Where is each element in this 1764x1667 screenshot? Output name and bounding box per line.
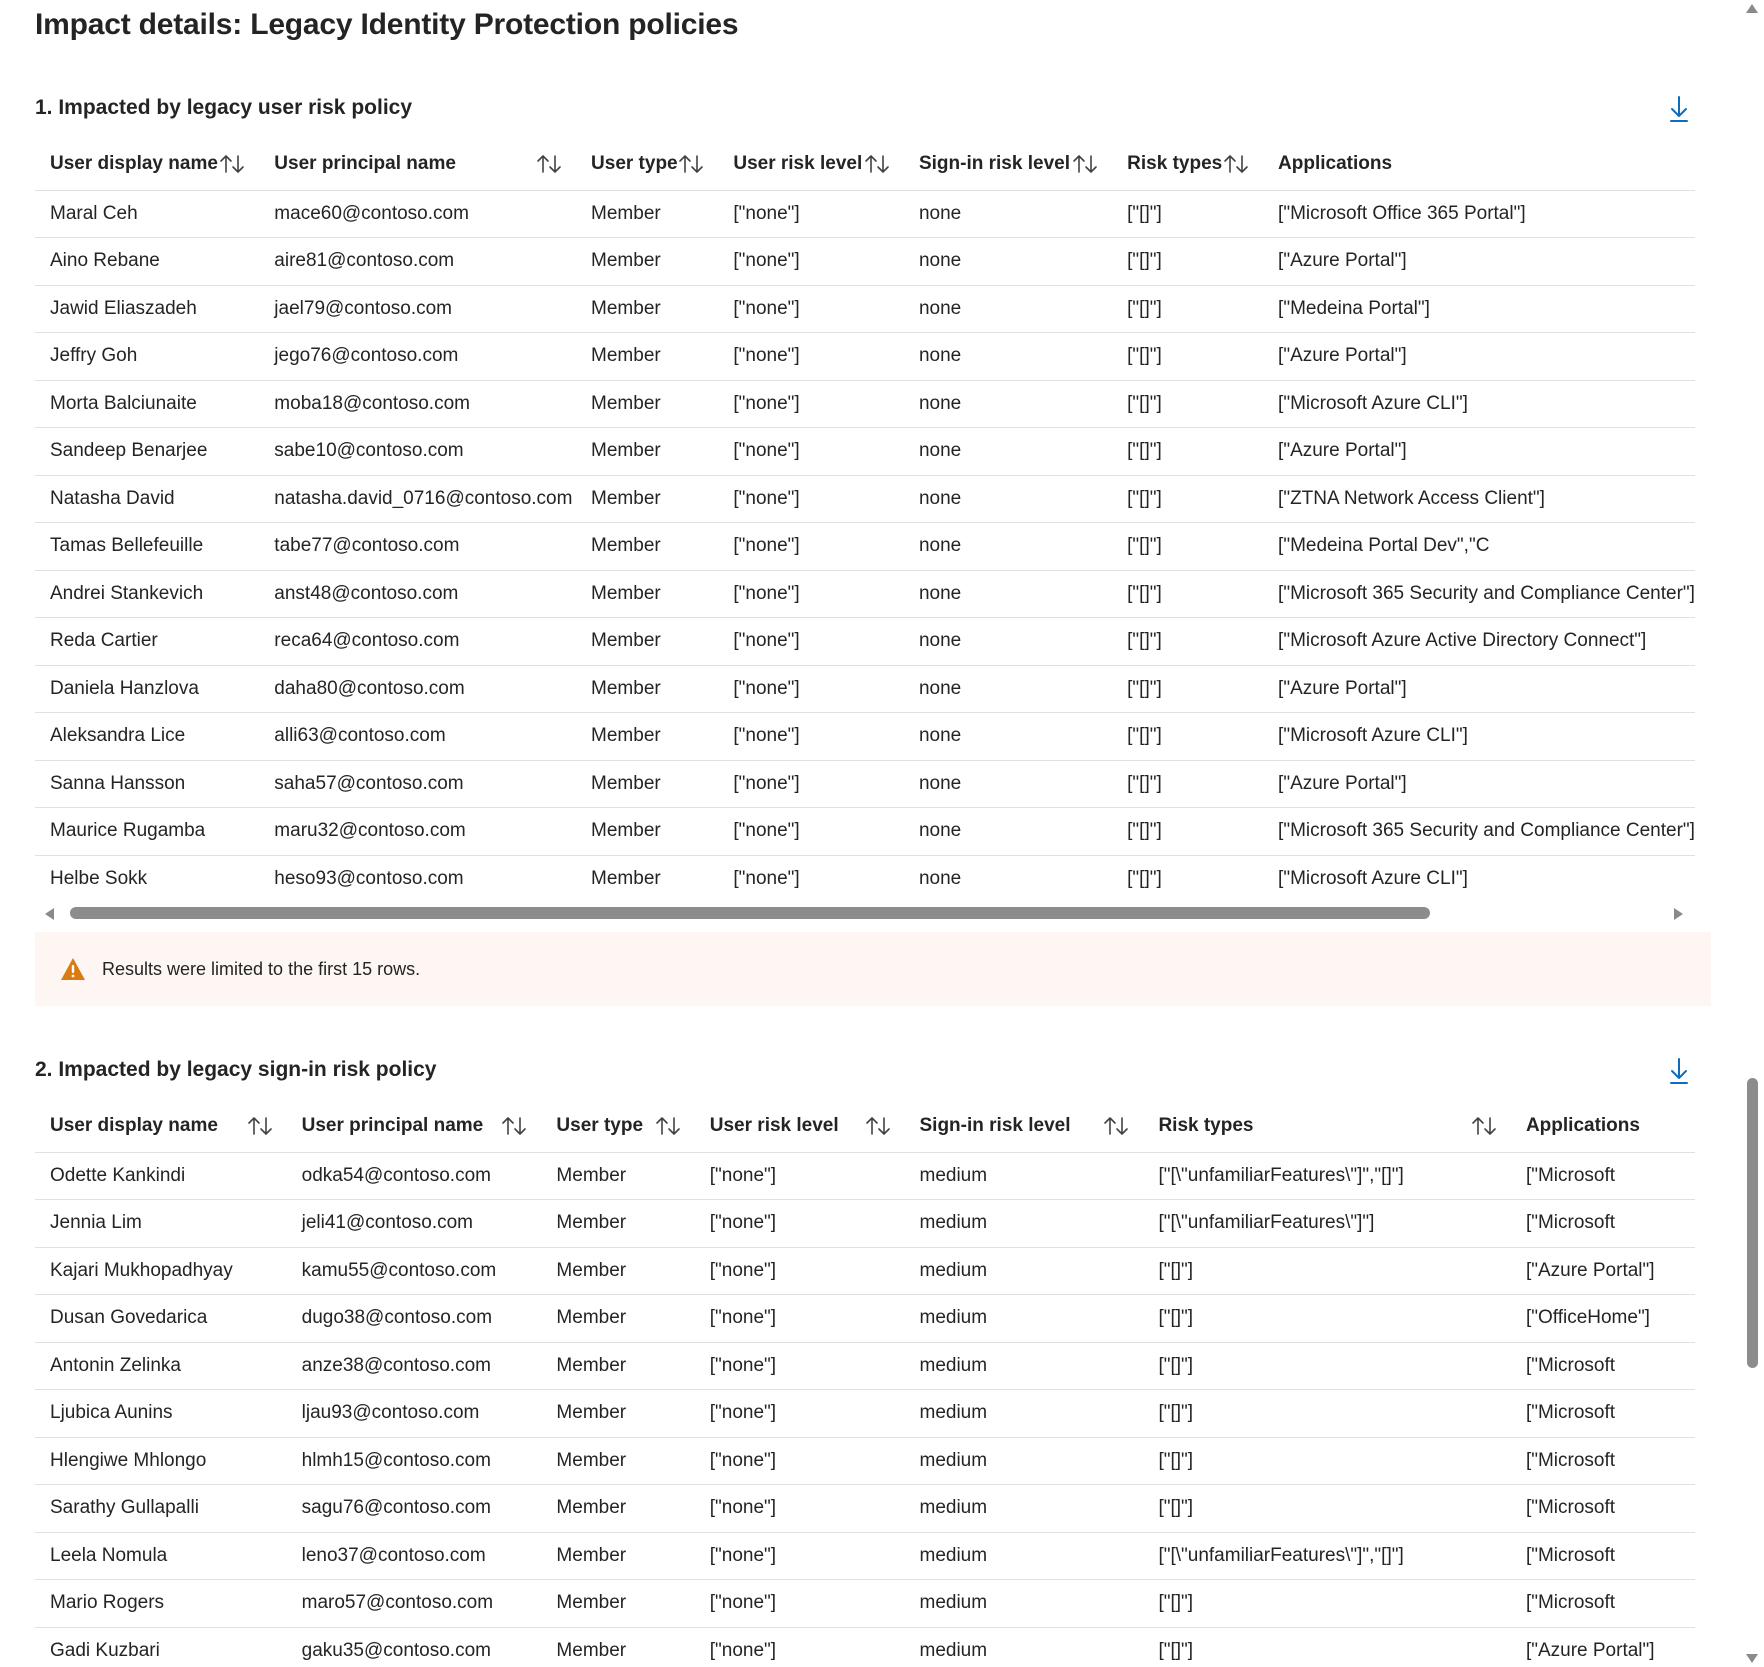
cell-sign-in-risk: medium [905, 1437, 1144, 1485]
cell-applications: ["Microsoft 365 Security and Compliance Center"] [1263, 570, 1695, 618]
cell-risk-types: ["[]"] [1143, 1485, 1511, 1533]
cell-user-risk: ["none"] [695, 1152, 905, 1200]
table-row[interactable] [35, 760, 1695, 808]
cell-user-type: Member [541, 1152, 694, 1200]
cell-display-name: Jennia Lim [35, 1200, 287, 1248]
download-icon[interactable] [1668, 94, 1690, 124]
cell-user-risk: ["none"] [695, 1485, 905, 1533]
cell-user-type: Member [576, 665, 718, 713]
cell-user-risk: ["none"] [718, 523, 904, 571]
section-title-sign-in-risk: 2. Impacted by legacy sign-in risk policy [35, 1058, 437, 1081]
cell-display-name: Reda Cartier [35, 618, 259, 666]
column-header-label: Applications [1278, 152, 1393, 174]
table-row[interactable] [35, 333, 1695, 381]
cell-risk-types: ["[]"] [1112, 380, 1263, 428]
column-header-label: User risk level [733, 152, 863, 174]
cell-principal-name: moba18@contoso.com [259, 380, 576, 428]
cell-applications: ["Microsoft 365 Security and Compliance Center"] [1263, 808, 1695, 856]
cell-principal-name: mace60@contoso.com [259, 190, 576, 238]
column-header-applications[interactable] [1511, 1100, 1695, 1152]
vertical-scrollbar[interactable] [1740, 0, 1764, 1667]
section-title-user-risk: 1. Impacted by legacy user risk policy [35, 96, 413, 119]
cell-user-risk: ["none"] [718, 855, 904, 902]
cell-display-name: Maurice Rugamba [35, 808, 259, 856]
column-header-label: User display name [50, 1114, 218, 1136]
cell-user-type: Member [576, 428, 718, 476]
cell-risk-types: ["[]"] [1112, 760, 1263, 808]
column-header-user-display-name[interactable] [35, 1100, 287, 1152]
cell-sign-in-risk: none [904, 665, 1112, 713]
cell-applications: ["Microsoft [1511, 1342, 1695, 1390]
sort-icon[interactable] [864, 153, 890, 175]
horizontal-scrollbar[interactable] [35, 902, 1695, 924]
cell-user-type: Member [541, 1247, 694, 1295]
cell-user-type: Member [576, 570, 718, 618]
sort-icon[interactable] [536, 153, 562, 175]
cell-user-type: Member [576, 333, 718, 381]
cell-sign-in-risk: none [904, 760, 1112, 808]
cell-applications: ["OfficeHome"] [1511, 1295, 1695, 1343]
cell-user-risk: ["none"] [718, 713, 904, 761]
table-row[interactable] [35, 1485, 1695, 1533]
cell-applications: ["Microsoft Azure CLI"] [1263, 380, 1695, 428]
cell-sign-in-risk: medium [905, 1295, 1144, 1343]
cell-applications: ["Microsoft [1511, 1532, 1695, 1580]
cell-risk-types: ["[]"] [1143, 1247, 1511, 1295]
sign-in-risk-grid [35, 1100, 1695, 1667]
column-header-label: User type [591, 152, 678, 174]
cell-user-type: Member [541, 1390, 694, 1438]
cell-sign-in-risk: none [904, 475, 1112, 523]
table-header-row [35, 1100, 1695, 1152]
cell-sign-in-risk: none [904, 428, 1112, 476]
cell-applications: ["Azure Portal"] [1511, 1247, 1695, 1295]
column-header-label: User risk level [709, 1114, 839, 1136]
cell-user-type: Member [541, 1437, 694, 1485]
cell-user-risk: ["none"] [695, 1580, 905, 1628]
table-row[interactable] [35, 475, 1695, 523]
column-header-label: Risk types [1158, 1114, 1254, 1136]
cell-user-risk: ["none"] [695, 1295, 905, 1343]
table-row[interactable] [35, 285, 1695, 333]
cell-user-risk: ["none"] [718, 333, 904, 381]
table-row[interactable] [35, 665, 1695, 713]
table-row[interactable] [35, 1627, 1695, 1667]
cell-risk-types: ["[]"] [1112, 665, 1263, 713]
cell-user-type: Member [576, 523, 718, 571]
cell-display-name: Antonin Zelinka [35, 1342, 287, 1390]
cell-user-type: Member [541, 1580, 694, 1628]
cell-applications: ["Microsoft Office 365 Portal"] [1263, 190, 1695, 238]
cell-sign-in-risk: none [904, 380, 1112, 428]
cell-user-risk: ["none"] [718, 808, 904, 856]
cell-display-name: Maral Ceh [35, 190, 259, 238]
cell-applications: ["Azure Portal"] [1263, 428, 1695, 476]
cell-risk-types: ["[]"] [1143, 1437, 1511, 1485]
cell-applications: ["Microsoft [1511, 1390, 1695, 1438]
sort-icon[interactable] [678, 153, 704, 175]
table-row[interactable] [35, 808, 1695, 856]
column-header-risk-types[interactable] [1143, 1100, 1511, 1152]
cell-applications: ["Azure Portal"] [1263, 333, 1695, 381]
cell-sign-in-risk: medium [905, 1485, 1144, 1533]
cell-sign-in-risk: none [904, 523, 1112, 571]
cell-applications: ["Medeina Portal"] [1263, 285, 1695, 333]
column-header-label: Applications [1525, 1114, 1640, 1136]
cell-user-type: Member [576, 285, 718, 333]
table-row[interactable] [35, 428, 1695, 476]
sort-icon[interactable] [247, 1115, 273, 1137]
cell-principal-name: anst48@contoso.com [259, 570, 576, 618]
cell-risk-types: ["[]"] [1112, 475, 1263, 523]
scrollbar-thumb[interactable] [70, 907, 1430, 919]
cell-user-type: Member [576, 380, 718, 428]
table-row[interactable] [35, 523, 1695, 571]
cell-display-name: Morta Balciunaite [35, 380, 259, 428]
cell-user-type: Member [541, 1532, 694, 1580]
table-row[interactable] [35, 1532, 1695, 1580]
sort-icon[interactable] [501, 1115, 527, 1137]
scroll-up-icon[interactable] [1746, 4, 1758, 13]
column-header-user-principal-name[interactable] [287, 1100, 542, 1152]
table-row[interactable] [35, 238, 1695, 286]
column-header-applications[interactable] [1263, 138, 1695, 190]
sort-icon[interactable] [655, 1115, 681, 1137]
cell-display-name: Leela Nomula [35, 1532, 287, 1580]
scroll-left-icon[interactable] [45, 908, 54, 920]
cell-sign-in-risk: none [904, 713, 1112, 761]
cell-applications: ["ZTNA Network Access Client"] [1263, 475, 1695, 523]
results-limited-warning [35, 932, 1711, 1006]
cell-display-name: Ljubica Aunins [35, 1390, 287, 1438]
cell-principal-name: hlmh15@contoso.com [287, 1437, 542, 1485]
table-row[interactable] [35, 1152, 1695, 1200]
cell-display-name: Hlengiwe Mhlongo [35, 1437, 287, 1485]
column-header-label: User principal name [301, 1114, 484, 1136]
scrollbar-thumb[interactable] [1747, 1078, 1758, 1368]
cell-display-name: Natasha David [35, 475, 259, 523]
cell-display-name: Aino Rebane [35, 238, 259, 286]
scroll-down-icon[interactable] [1746, 1654, 1758, 1663]
cell-user-type: Member [576, 190, 718, 238]
cell-risk-types: ["[]"] [1112, 855, 1263, 902]
cell-principal-name: anze38@contoso.com [287, 1342, 542, 1390]
column-header-user-display-name[interactable] [35, 138, 259, 190]
column-header-user-type[interactable] [541, 1100, 694, 1152]
cell-display-name: Sandeep Benarjee [35, 428, 259, 476]
column-header-user-risk-level[interactable] [695, 1100, 905, 1152]
cell-principal-name: jeli41@contoso.com [287, 1200, 542, 1248]
cell-sign-in-risk: none [904, 238, 1112, 286]
sort-icon[interactable] [1072, 153, 1098, 175]
cell-principal-name: gaku35@contoso.com [287, 1627, 542, 1667]
cell-user-risk: ["none"] [695, 1200, 905, 1248]
table-row[interactable] [35, 570, 1695, 618]
column-header-label: Sign-in risk level [918, 152, 1070, 174]
table-row[interactable] [35, 1390, 1695, 1438]
sort-icon[interactable] [865, 1115, 891, 1137]
cell-risk-types: ["[]"] [1143, 1342, 1511, 1390]
cell-risk-types: ["[]"] [1112, 713, 1263, 761]
cell-user-risk: ["none"] [718, 760, 904, 808]
cell-sign-in-risk: medium [905, 1532, 1144, 1580]
cell-user-type: Member [576, 475, 718, 523]
cell-principal-name: natasha.david_0716@contoso.com [259, 475, 576, 523]
cell-sign-in-risk: none [904, 190, 1112, 238]
scroll-right-icon[interactable] [1674, 908, 1683, 920]
cell-display-name: Jawid Eliaszadeh [35, 285, 259, 333]
cell-applications: ["Microsoft Azure CLI"] [1263, 713, 1695, 761]
cell-principal-name: odka54@contoso.com [287, 1152, 542, 1200]
cell-user-type: Member [541, 1295, 694, 1343]
warning-icon [60, 957, 86, 981]
cell-risk-types: ["[]"] [1112, 618, 1263, 666]
cell-display-name: Dusan Govedarica [35, 1295, 287, 1343]
table-row[interactable] [35, 1247, 1695, 1295]
cell-sign-in-risk: medium [905, 1580, 1144, 1628]
column-header-user-principal-name[interactable] [259, 138, 576, 190]
cell-risk-types: ["[]"] [1112, 285, 1263, 333]
table-row[interactable] [35, 855, 1695, 902]
cell-risk-types: ["[]"] [1112, 333, 1263, 381]
cell-risk-types: ["[]"] [1112, 238, 1263, 286]
cell-applications: ["Microsoft [1511, 1485, 1695, 1533]
cell-principal-name: daha80@contoso.com [259, 665, 576, 713]
cell-display-name: Sarathy Gullapalli [35, 1485, 287, 1533]
cell-display-name: Tamas Bellefeuille [35, 523, 259, 571]
table-row[interactable] [35, 713, 1695, 761]
cell-user-type: Member [576, 855, 718, 902]
cell-risk-types: ["[]"] [1143, 1627, 1511, 1667]
table-row[interactable] [35, 1342, 1695, 1390]
column-header-risk-types[interactable] [1112, 138, 1263, 190]
cell-display-name: Gadi Kuzbari [35, 1627, 287, 1667]
table-row[interactable] [35, 380, 1695, 428]
page-title: Impact details: Legacy Identity Protection policies [35, 8, 739, 41]
cell-applications: ["Azure Portal"] [1511, 1627, 1695, 1667]
cell-sign-in-risk: none [904, 808, 1112, 856]
table-row[interactable] [35, 1437, 1695, 1485]
cell-sign-in-risk: none [904, 855, 1112, 902]
cell-sign-in-risk: medium [905, 1627, 1144, 1667]
cell-user-type: Member [541, 1627, 694, 1667]
cell-sign-in-risk: none [904, 570, 1112, 618]
column-header-label: Risk types [1127, 152, 1223, 174]
cell-user-risk: ["none"] [718, 285, 904, 333]
cell-risk-types: ["[]"] [1112, 428, 1263, 476]
cell-display-name: Daniela Hanzlova [35, 665, 259, 713]
cell-sign-in-risk: medium [905, 1247, 1144, 1295]
cell-user-risk: ["none"] [718, 665, 904, 713]
table-row[interactable] [35, 1580, 1695, 1628]
cell-user-risk: ["none"] [718, 190, 904, 238]
cell-risk-types: ["[]"] [1112, 570, 1263, 618]
table-row[interactable] [35, 190, 1695, 238]
cell-sign-in-risk: none [904, 618, 1112, 666]
cell-user-risk: ["none"] [695, 1247, 905, 1295]
cell-risk-types: ["[]"] [1143, 1580, 1511, 1628]
cell-risk-types: ["[\"unfamiliarFeatures\"]"] [1143, 1200, 1511, 1248]
cell-user-risk: ["none"] [695, 1532, 905, 1580]
cell-display-name: Helbe Sokk [35, 855, 259, 902]
cell-risk-types: ["[]"] [1143, 1390, 1511, 1438]
cell-user-type: Member [576, 618, 718, 666]
cell-applications: ["Medeina Portal Dev","C [1263, 523, 1695, 571]
cell-user-risk: ["none"] [718, 618, 904, 666]
cell-principal-name: jael79@contoso.com [259, 285, 576, 333]
cell-display-name: Andrei Stankevich [35, 570, 259, 618]
cell-sign-in-risk: none [904, 285, 1112, 333]
table-row[interactable] [35, 1200, 1695, 1248]
column-header-label: User type [556, 1114, 644, 1136]
cell-user-type: Member [576, 238, 718, 286]
cell-user-type: Member [576, 808, 718, 856]
cell-user-type: Member [541, 1342, 694, 1390]
cell-applications: ["Microsoft Azure Active Directory Connect"] [1263, 618, 1695, 666]
cell-principal-name: saha57@contoso.com [259, 760, 576, 808]
cell-applications: ["Microsoft Azure CLI"] [1263, 855, 1695, 902]
column-header-label: User display name [50, 152, 218, 174]
cell-sign-in-risk: medium [905, 1390, 1144, 1438]
cell-display-name: Jeffry Goh [35, 333, 259, 381]
cell-sign-in-risk: medium [905, 1152, 1144, 1200]
cell-applications: ["Microsoft [1511, 1200, 1695, 1248]
column-header-sign-in-risk-level[interactable] [905, 1100, 1144, 1152]
sort-icon[interactable] [1471, 1115, 1497, 1137]
cell-principal-name: ljau93@contoso.com [287, 1390, 542, 1438]
cell-user-risk: ["none"] [718, 380, 904, 428]
cell-applications: ["Azure Portal"] [1263, 238, 1695, 286]
cell-principal-name: maro57@contoso.com [287, 1580, 542, 1628]
sort-icon[interactable] [219, 153, 245, 175]
sign-in-risk-table [35, 1100, 1695, 1667]
cell-user-risk: ["none"] [695, 1627, 905, 1667]
cell-principal-name: leno37@contoso.com [287, 1532, 542, 1580]
table-header-row [35, 138, 1695, 190]
cell-user-type: Member [541, 1200, 694, 1248]
cell-principal-name: sagu76@contoso.com [287, 1485, 542, 1533]
table-row[interactable] [35, 618, 1695, 666]
cell-user-risk: ["none"] [718, 570, 904, 618]
warning-message: Results were limited to the first 15 rows. [102, 958, 421, 979]
cell-risk-types: ["[]"] [1112, 190, 1263, 238]
cell-principal-name: maru32@contoso.com [259, 808, 576, 856]
cell-applications: ["Microsoft [1511, 1152, 1695, 1200]
cell-user-risk: ["none"] [695, 1342, 905, 1390]
cell-risk-types: ["[]"] [1143, 1295, 1511, 1343]
cell-principal-name: reca64@contoso.com [259, 618, 576, 666]
table-row[interactable] [35, 1295, 1695, 1343]
cell-user-type: Member [576, 760, 718, 808]
cell-user-risk: ["none"] [695, 1390, 905, 1438]
cell-display-name: Mario Rogers [35, 1580, 287, 1628]
column-header-user-type[interactable] [576, 138, 718, 190]
table-body [35, 1152, 1695, 1667]
cell-principal-name: tabe77@contoso.com [259, 523, 576, 571]
cell-principal-name: alli63@contoso.com [259, 713, 576, 761]
cell-user-risk: ["none"] [695, 1437, 905, 1485]
user-risk-grid [35, 138, 1695, 902]
cell-sign-in-risk: medium [905, 1200, 1144, 1248]
cell-risk-types: ["[\"unfamiliarFeatures\"]","[]"] [1143, 1532, 1511, 1580]
cell-display-name: Odette Kankindi [35, 1152, 287, 1200]
cell-display-name: Kajari Mukhopadhyay [35, 1247, 287, 1295]
cell-user-type: Member [576, 713, 718, 761]
cell-applications: ["Azure Portal"] [1263, 760, 1695, 808]
cell-user-risk: ["none"] [718, 238, 904, 286]
cell-applications: ["Microsoft [1511, 1580, 1695, 1628]
cell-principal-name: heso93@contoso.com [259, 855, 576, 902]
cell-sign-in-risk: medium [905, 1342, 1144, 1390]
table-body [35, 190, 1695, 902]
cell-risk-types: ["[]"] [1112, 523, 1263, 571]
cell-display-name: Sanna Hansson [35, 760, 259, 808]
cell-sign-in-risk: none [904, 333, 1112, 381]
column-header-label: Sign-in risk level [919, 1114, 1071, 1136]
cell-principal-name: kamu55@contoso.com [287, 1247, 542, 1295]
cell-user-type: Member [541, 1485, 694, 1533]
sort-icon[interactable] [1223, 153, 1249, 175]
cell-user-risk: ["none"] [718, 428, 904, 476]
column-header-label: User principal name [274, 152, 456, 174]
user-risk-table [35, 138, 1695, 902]
column-header-user-risk-level[interactable] [718, 138, 904, 190]
cell-display-name: Aleksandra Lice [35, 713, 259, 761]
cell-risk-types: ["[\"unfamiliarFeatures\"]","[]"] [1143, 1152, 1511, 1200]
cell-principal-name: aire81@contoso.com [259, 238, 576, 286]
column-header-sign-in-risk-level[interactable] [904, 138, 1112, 190]
cell-principal-name: jego76@contoso.com [259, 333, 576, 381]
download-icon[interactable] [1668, 1056, 1690, 1086]
cell-principal-name: dugo38@contoso.com [287, 1295, 542, 1343]
cell-applications: ["Microsoft [1511, 1437, 1695, 1485]
cell-principal-name: sabe10@contoso.com [259, 428, 576, 476]
cell-risk-types: ["[]"] [1112, 808, 1263, 856]
cell-applications: ["Azure Portal"] [1263, 665, 1695, 713]
sort-icon[interactable] [1103, 1115, 1129, 1137]
cell-user-risk: ["none"] [718, 475, 904, 523]
